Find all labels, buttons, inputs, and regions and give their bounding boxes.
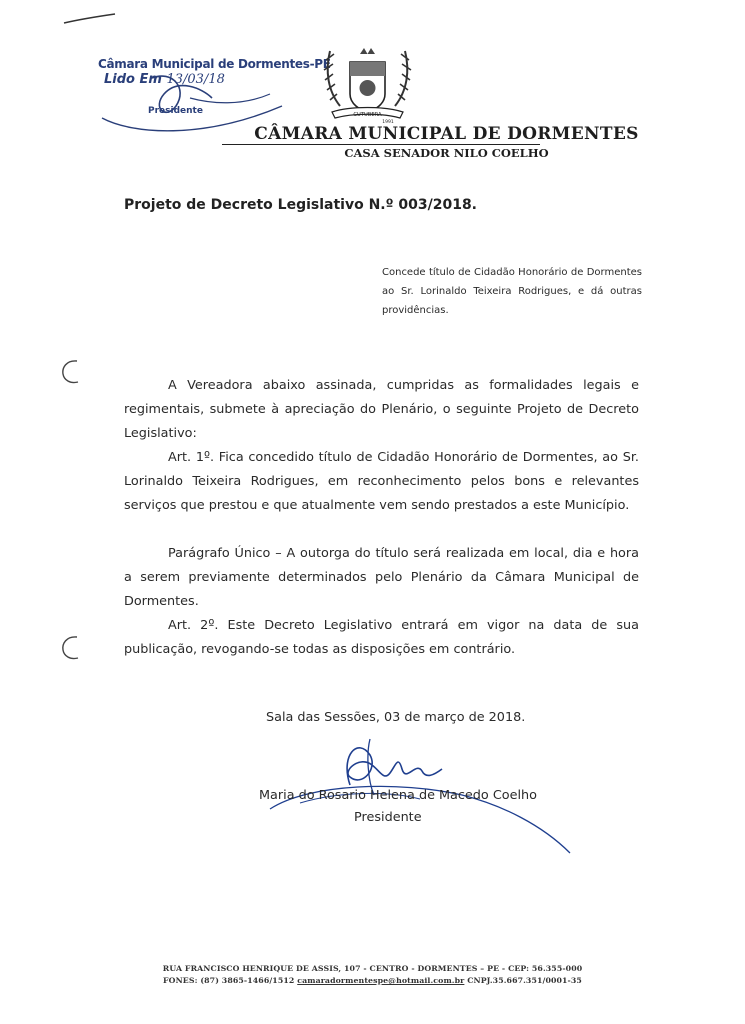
intro-paragraph: A Vereadora abaixo assinada, cumpridas as formalidades legais e regimentais, submete à apreciação do Plenário, o seguinte Projeto de Decreto Legislativo: <box>124 378 639 441</box>
pen-mark-icon <box>62 12 117 26</box>
footer-email-link[interactable]: camaradormentespe@hotmail.com.br <box>297 976 465 985</box>
stamp-chamber-name: Câmara Municipal de Dormentes-PE <box>98 57 331 71</box>
place-and-date: Sala das Sessões, 03 de março de 2018. <box>266 710 526 725</box>
crest-ribbon-text: CUTUBERA <box>353 112 382 118</box>
footer-contacts <box>0 976 745 985</box>
article-2-paragraph: Art. 2º. Este Decreto Legislativo entrará em vigor na data de sua publicação, revogando-se todas as disposições em contrário. <box>124 618 639 657</box>
footer-phones: FONES: (87) 3865-1466/1512 <box>163 976 298 985</box>
punch-hole-icon <box>60 358 80 386</box>
signer-role: Presidente <box>354 810 422 825</box>
decree-summary: Concede título de Cidadão Honorário de Dormentes ao Sr. Lorinaldo Teixeira Rodrigues, e dá outras providências. <box>382 267 642 316</box>
punch-hole-icon <box>60 634 80 662</box>
stamp-date: 13/03/18 <box>166 72 225 87</box>
sole-paragraph: Parágrafo Único – A outorga do título será realizada em local, dia e hora a serem previamente determinados pelo Plenário da Câmara Municipal de Dormentes. <box>124 546 639 609</box>
footer-cnpj: CNPJ.35.667.351/0001-35 <box>464 976 582 985</box>
municipal-crest-icon <box>320 46 415 128</box>
chamber-subtitle: CASA SENADOR NILO COELHO <box>344 146 549 160</box>
crest-year: 1991 <box>382 120 394 125</box>
title-underline <box>222 144 540 145</box>
signer-name: Maria do Rosario Helena de Macedo Coelho <box>259 788 537 803</box>
stamp-president: Presidente <box>148 106 203 116</box>
article-1-paragraph: Art. 1º. Fica concedido título de Cidadão Honorário de Dormentes, ao Sr. Lorinaldo Teixeira Rodrigues, em reconhecimento pelos bons e relevantes serviços que prestou e que atualmente vem sendo prestados a este Município. <box>124 450 639 513</box>
stamp-read-on: Lido Em 13/03/18 <box>104 72 225 87</box>
decree-number: Projeto de Decreto Legislativo N.º 003/2018. <box>124 197 478 213</box>
footer-address: RUA FRANCISCO HENRIQUE DE ASSIS, 107 - CENTRO - DORMENTES – PE - CEP: 56.355-000 <box>162 964 583 973</box>
chamber-title: CÂMARA MUNICIPAL DE DORMENTES <box>254 124 639 144</box>
